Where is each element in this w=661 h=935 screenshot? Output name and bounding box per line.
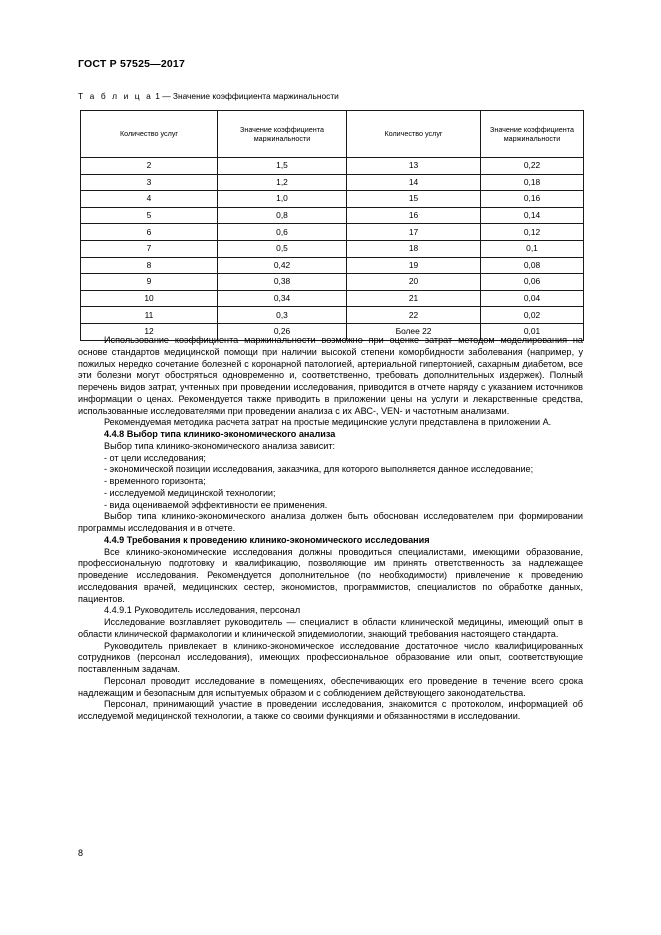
table-row — [81, 224, 584, 241]
table-cell: 22 — [347, 307, 481, 324]
table-cell: 3 — [81, 174, 218, 191]
table-cell: 15 — [347, 191, 481, 208]
table-column-header: Количество услуг — [81, 111, 218, 158]
paragraph: Персонал проводит исследование в помещениях, обеспечивающих его проведение в течение всего срока надлежащим и безопасным для испытуемых образом и с соблюдением действующего законодательства. — [78, 675, 583, 698]
table-row — [81, 290, 584, 307]
table-cell: 14 — [347, 174, 481, 191]
section-heading-4-4-8: 4.4.8 Выбор типа клинико-экономического анализа — [104, 429, 336, 439]
table-cell: 0,14 — [481, 207, 584, 224]
table-cell: 21 — [347, 290, 481, 307]
table-cell: 1,5 — [218, 158, 347, 175]
document-body — [78, 335, 583, 723]
list-item: - вида оцениваемой эффективности ее применения. — [104, 499, 328, 510]
table-cell: 0,8 — [218, 207, 347, 224]
table-cell: 20 — [347, 274, 481, 291]
list-item: - от цели исследования; — [104, 452, 206, 463]
table-cell: 0,42 — [218, 257, 347, 274]
table-column-header: Значение коэффициента маржинальности — [218, 111, 347, 158]
paragraph: Все клинико-экономические исследования должны проводиться специалистами, имеющими образование, профессиональную подготовку и квалификацию, позволяющие им принять ответственность за надлежащее проведение исследования. Рекомендуется дополнительное (по необходимости) привлечение к проведению исследования врачей, медицинских сестер, экономистов, программистов, специалистов по обработке данных, пациентов. — [78, 546, 583, 604]
table-cell: 0,26 — [218, 323, 347, 340]
table-cell: 1,2 — [218, 174, 347, 191]
table-caption-prefix: Т а б л и ц а — [78, 91, 153, 101]
table-column-header: Значение коэффициента маржинальности — [481, 111, 584, 158]
table-cell: 0,18 — [481, 174, 584, 191]
table-cell: 0,02 — [481, 307, 584, 324]
paragraph: Исследование возглавляет руководитель — специалист в области клинической медицины, имеющий опыт в области клинической фармакологии и клинической эпидемиологии, знающий требования настоящего стандарта. — [78, 617, 583, 639]
table-row — [81, 240, 584, 257]
table-cell: 2 — [81, 158, 218, 175]
table-header-row — [81, 111, 584, 158]
table-cell: 0,38 — [218, 274, 347, 291]
table-caption-number: 1 — [155, 91, 160, 101]
document-header-standard-code: ГОСТ Р 57525—2017 — [78, 58, 186, 70]
section-heading-4-4-9: 4.4.9 Требования к проведению клинико-экономического исследования — [104, 534, 430, 545]
marginality-coefficient-table — [80, 110, 583, 341]
table-cell: 0,04 — [481, 290, 584, 307]
table-cell: 10 — [81, 290, 218, 307]
paragraph: Выбор типа клинико-экономического анализа должен быть обоснован исследователем при формировании программы исследования и в отчете. — [78, 511, 583, 533]
table-cell: Более 22 — [347, 323, 481, 340]
table-cell: 0,1 — [481, 240, 584, 257]
paragraph: Использование коэффициента маржинальности возможно при оценке затрат методом моделирования на основе стандартов медицинской помощи при наличии высокой степени коморбидности заболевания (например, у пожилых нередко сочетание болезней с коронарной патологией, артериальной гипертонией, сахарным диабетом, все эти болезни могут обостряться одновременно и, соответственно, требовать дополнительных издержек). Полный перечень видов затрат, учтенных при проведении исследования, приводится в отчете наряду с указанием источников информации о ценах. Рекомендуется также приводить в приложении цены на услуги и лекарственные средства, использованные исследователями при проведении анализа с их АВС-, VEN- и частотным анализами. — [78, 335, 583, 416]
table-row — [81, 274, 584, 291]
table-cell: 0,5 — [218, 240, 347, 257]
table-row — [81, 174, 584, 191]
table-cell: 0,08 — [481, 257, 584, 274]
table-cell: 17 — [347, 224, 481, 241]
table-cell: 0,6 — [218, 224, 347, 241]
table-body — [81, 158, 584, 341]
section-heading-4-4-9-1: 4.4.9.1 Руководитель исследования, персонал — [104, 605, 301, 616]
table-row — [81, 158, 584, 175]
table-cell: 12 — [81, 323, 218, 340]
paragraph: Рекомендуемая методика расчета затрат на простые медицинские услуги представлена в приложении А. — [104, 417, 552, 428]
table-row — [81, 307, 584, 324]
table-cell: 0,34 — [218, 290, 347, 307]
table-cell: 6 — [81, 224, 218, 241]
paragraph: Персонал, принимающий участие в проведении исследования, знакомится с протоколом, информацией об исследуемой медицинской технологии, а также со своими функциями и обязанностями в исследовании. — [78, 699, 583, 721]
table-cell: 1,0 — [218, 191, 347, 208]
table-cell: 8 — [81, 257, 218, 274]
table-cell: 9 — [81, 274, 218, 291]
page-number: 8 — [78, 848, 84, 858]
table-cell: 0,01 — [481, 323, 584, 340]
list-item: - исследуемой медицинской технологии; — [104, 487, 276, 498]
table-row — [81, 191, 584, 208]
table-cell: 0,3 — [218, 307, 347, 324]
table-cell: 7 — [81, 240, 218, 257]
list-item: - экономической позиции исследования, заказчика, для которого выполняется данное исследование; — [104, 464, 534, 475]
table-cell: 0,12 — [481, 224, 584, 241]
table-cell: 11 — [81, 307, 218, 324]
table-cell: 13 — [347, 158, 481, 175]
table-cell: 0,16 — [481, 191, 584, 208]
table-cell: 0,06 — [481, 274, 584, 291]
table-cell: 5 — [81, 207, 218, 224]
table-row — [81, 257, 584, 274]
table-cell: 4 — [81, 191, 218, 208]
list-item: - временного горизонта; — [104, 476, 206, 486]
table-cell: 16 — [347, 207, 481, 224]
table-cell: 19 — [347, 257, 481, 274]
paragraph: Руководитель привлекает в клинико-экономическое исследование достаточное число квалифицированных сотрудников (персонал исследования), имеющих профессиональное образование или опыт, соответствующие поставленным задачам. — [78, 640, 583, 674]
paragraph: Выбор типа клинико-экономического анализа зависит: — [104, 440, 336, 451]
table-row — [81, 207, 584, 224]
table-caption — [78, 91, 339, 101]
table-cell: 0,22 — [481, 158, 584, 175]
table-column-header: Количество услуг — [347, 111, 481, 158]
table-cell: 18 — [347, 240, 481, 257]
table-caption-text: — Значение коэффициента маржинальности — [162, 91, 339, 101]
